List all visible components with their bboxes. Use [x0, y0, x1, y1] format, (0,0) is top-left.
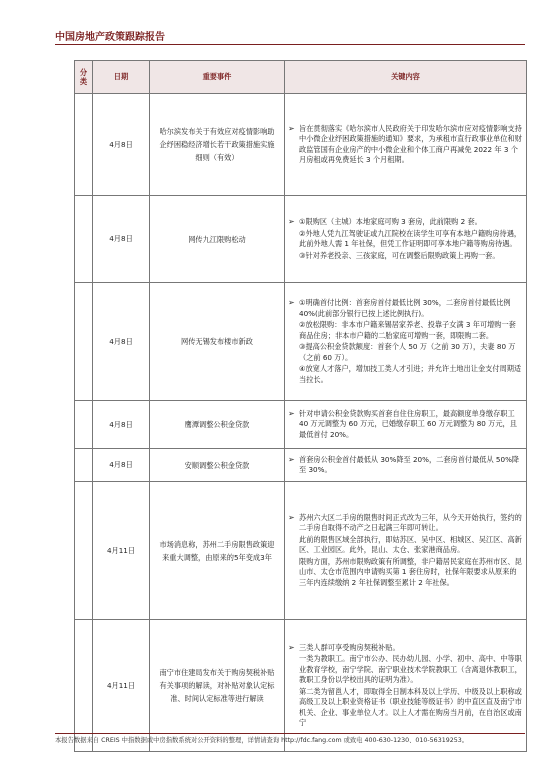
detail-point	[285, 535, 523, 556]
arrow-bullet-icon: ➢	[288, 454, 295, 464]
table-row	[75, 401, 527, 449]
date-cell: 4月8日	[93, 449, 150, 482]
details-cell	[285, 620, 527, 752]
event-cell: 网传无锡发布楼市新政	[150, 283, 285, 401]
detail-point	[285, 409, 523, 441]
details-cell	[285, 449, 527, 482]
table-row	[75, 283, 527, 401]
arrow-bullet-icon: ➢	[288, 408, 295, 418]
detail-point	[285, 342, 523, 363]
detail-point	[285, 364, 523, 385]
detail-point	[285, 643, 523, 654]
date-cell: 4月11日	[93, 620, 150, 752]
arrow-bullet-icon: ➢	[288, 298, 295, 307]
table-row	[75, 482, 527, 620]
column-header-event: 重要事件	[150, 61, 285, 94]
event-cell: 南宁市住建局发布关于购房契税补贴有关事项的解读，对补贴对象认定标准、时间认定标准等进行解读	[150, 620, 285, 752]
details-cell	[285, 196, 527, 283]
detail-point	[285, 687, 523, 729]
category-cell	[75, 283, 93, 401]
detail-point	[285, 124, 523, 166]
detail-point	[285, 229, 523, 250]
arrow-bullet-icon: ➢	[288, 512, 295, 522]
detail-text: 三类人群可享受购房契税补贴。	[299, 642, 400, 652]
details-cell	[285, 482, 527, 620]
column-header-category: 分类	[75, 61, 93, 94]
category-cell	[75, 449, 93, 482]
detail-point	[285, 217, 523, 228]
details-cell	[285, 283, 527, 401]
details-list	[285, 217, 523, 261]
arrow-bullet-icon: ➢	[288, 123, 295, 133]
table-header-row	[75, 61, 527, 94]
table-row	[75, 620, 527, 752]
detail-text: ②外地人凭九江驾驶证或九江院校在读学生可享有本地户籍购房待遇，此前外地人需 1 年社保，但凭工作证明即可享本地户籍等购房待遇。	[299, 228, 522, 248]
details-list	[285, 409, 523, 441]
detail-text: 苏州六大区二手房的限售时间正式改为三年，从今天开始执行，签约的二手房自取得不动产之日起满三年即可转让。	[299, 512, 522, 533]
event-cell: 哈尔滨发布关于有效应对疫情影响助企纾困稳经济增长若干政策措施实施细则（有效）	[150, 94, 285, 196]
details-list	[285, 298, 523, 385]
category-cell	[75, 196, 93, 283]
policy-table	[74, 60, 527, 752]
event-cell: 网传九江限购松动	[150, 196, 285, 283]
details-list	[285, 513, 523, 589]
detail-point	[285, 320, 523, 341]
detail-text: 首套房公积金首付最低从 30%降至 20%，二套房首付最低从 50%降至 30%。	[299, 454, 520, 474]
detail-point	[285, 298, 523, 319]
details-cell	[285, 94, 527, 196]
details-list	[285, 124, 523, 166]
arrow-bullet-icon: ➢	[288, 642, 295, 652]
category-cell	[75, 620, 93, 752]
table-row	[75, 94, 527, 196]
details-list	[285, 455, 523, 476]
detail-text: 限购方面，苏州市限购政策有所调整，非户籍居民家庭在苏州市区、昆山市、太仓市范围内申请购买第 1 套住房时，社保年限要求从原来的三年内连续缴纳 2 年社保调整至累计 2 年社保。	[299, 556, 522, 587]
table-row	[75, 449, 527, 482]
detail-point	[285, 455, 523, 476]
details-list	[285, 643, 523, 729]
details-cell	[285, 401, 527, 449]
date-cell: 4月8日	[93, 196, 150, 283]
detail-text: ①限购区（主城）本地家庭可购 3 套房，此前限购 2 套。	[299, 217, 482, 226]
event-cell: 市场消息称，苏州二手房限售政策迎来重大调整，由原来的5年变成3年	[150, 482, 285, 620]
detail-text: ②放松限购：非本市户籍来锡居家养老、投靠子女满 3 年可增购一套商品住房；非本市户籍的二胎家庭可增购一套，即限购二套。	[299, 320, 516, 340]
page-title: 中国房地产政策跟踪报告	[55, 32, 165, 43]
title-divider	[55, 44, 525, 45]
table-row	[75, 196, 527, 283]
column-header-date: 日期	[93, 61, 150, 94]
date-cell: 4月11日	[93, 482, 150, 620]
detail-point	[285, 654, 523, 686]
detail-point	[285, 251, 523, 262]
detail-text: 旨在贯彻落实《哈尔滨市人民政府关于印发哈尔滨市应对疫情影响支持中小微企业纾困政策措施的通知》要求，为承租市直行政事业单位和财政监管国有企业房产的中小微企业和个体工商户再减免 2022 年 3 个月房租或再免费延长 3 个月租期。	[299, 123, 522, 164]
detail-text: ③提高公积金贷款额度：首套个人 50 万（之前 30 万），夫妻 80 万（之前 60 万）。	[299, 342, 516, 362]
date-cell: 4月8日	[93, 94, 150, 196]
detail-text: 一类为教职工。南宁市公办、民办幼儿园、小学、初中、高中、中等职业教育学校，南宁学院、南宁职业技术学院教职工（含离退休教职工，教职工身份以学校出具的证明为准）。	[299, 654, 522, 684]
detail-point	[285, 557, 523, 589]
detail-point	[285, 513, 523, 534]
category-cell	[75, 94, 93, 196]
column-header-details: 关键内容	[285, 61, 527, 94]
arrow-bullet-icon: ➢	[288, 217, 295, 226]
detail-text: ④放宽人才落户，增加技工类人才引进；并允许土地出让金支付周期适当拉长。	[299, 364, 522, 384]
date-cell: 4月8日	[93, 283, 150, 401]
detail-text: 针对申请公积金贷款购买首套自住住房职工，最高额度单身缴存职工 40 万元调整为 60 万元，已婚缴存职工 60 万元调整为 80 万元，且最低首付 20%。	[299, 408, 517, 439]
event-cell: 安顺调整公积金贷款	[150, 449, 285, 482]
footer-note: 本报告数据来自 CREIS 中指数据或中房指数系统对公开资料的整理，详情请查询 http://fdc.fang.com 或致电 400-630-1230、010-56319253。	[55, 737, 469, 744]
footer-divider	[55, 733, 525, 734]
detail-text: 此前的限售区域全部执行，即姑苏区、吴中区、相城区、吴江区、高新区、工业园区。此外，昆山、太仓、张家港商品房。	[299, 534, 522, 555]
category-cell	[75, 482, 93, 620]
event-cell: 鹰潭调整公积金贷款	[150, 401, 285, 449]
category-cell	[75, 401, 93, 449]
detail-text: 第二类为留邕人才，即取得全日制本科及以上学历、中级及以上职称或高级工及以上职业资格证书（职业技能等级证书）的中直区直及南宁市机关、企业、事业单位人才。以上人才需在购房当月前，在自治区或南宁	[299, 686, 522, 727]
detail-text: ①明确首付比例：首套房首付最低比例 30%，二套房首付最低比例 40%(此前部分银行已按上述比例执行)。	[299, 298, 511, 318]
detail-text: ③针对养老投亲、三孩家庭，可在调整后限购政策上再购一套。	[299, 250, 500, 260]
date-cell: 4月8日	[93, 401, 150, 449]
